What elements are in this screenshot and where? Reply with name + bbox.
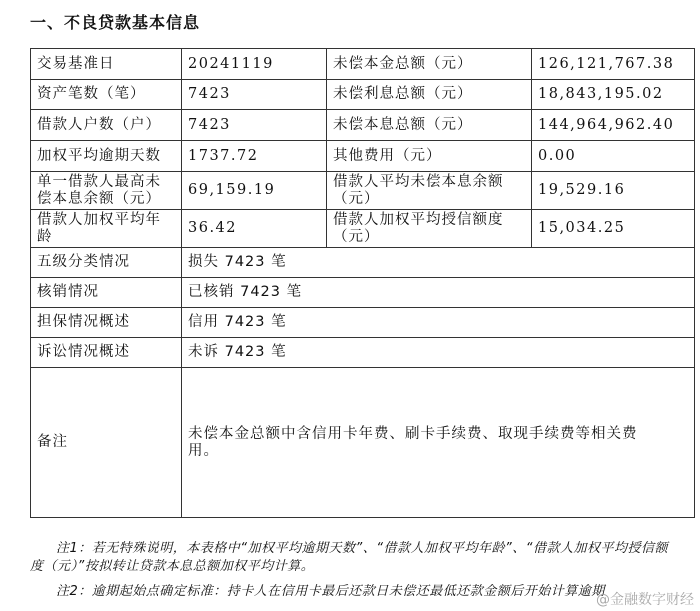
value-cell: 36.42 (182, 210, 327, 248)
loan-info-table (30, 48, 695, 518)
value-cell: 20241119 (182, 49, 327, 80)
value-cell: 损失 7423 笔 (182, 248, 695, 278)
value-cell: 19,529.16 (532, 172, 695, 210)
value-cell: 69,159.19 (182, 172, 327, 210)
label-cell: 资产笔数（笔） (31, 80, 182, 110)
label-cell: 单一借款人最高未偿本息余额（元） (31, 172, 182, 210)
remark-label: 备注 (31, 368, 182, 518)
table-row (31, 338, 695, 368)
table-row (31, 110, 695, 141)
value-cell: 0.00 (532, 141, 695, 172)
label-cell: 未偿本息总额（元） (327, 110, 532, 141)
value-cell: 未诉 7423 笔 (182, 338, 695, 368)
label-cell: 借款人平均未偿本息余额（元） (327, 172, 532, 210)
label-cell: 未偿利息总额（元） (327, 80, 532, 110)
table-row (31, 49, 695, 80)
value-cell: 15,034.25 (532, 210, 695, 248)
label-cell: 借款人加权平均授信额度（元） (327, 210, 532, 248)
value-cell: 144,964,962.40 (532, 110, 695, 141)
value-cell: 126,121,767.38 (532, 49, 695, 80)
label-cell: 核销情况 (31, 278, 182, 308)
section-title: 一、不良贷款基本信息 (30, 13, 201, 32)
table-row (31, 248, 695, 278)
label-cell: 担保情况概述 (31, 308, 182, 338)
value-cell: 已核销 7423 笔 (182, 278, 695, 308)
value-cell: 18,843,195.02 (532, 80, 695, 110)
table-row (31, 278, 695, 308)
label-cell: 加权平均逾期天数 (31, 141, 182, 172)
value-cell: 7423 (182, 110, 327, 141)
label-cell: 借款人户数（户） (31, 110, 182, 141)
value-cell: 信用 7423 笔 (182, 308, 695, 338)
table-row (31, 141, 695, 172)
label-cell: 借款人加权平均年龄 (31, 210, 182, 248)
label-cell: 其他费用（元） (327, 141, 532, 172)
value-cell: 1737.72 (182, 141, 327, 172)
label-cell: 未偿本金总额（元） (327, 49, 532, 80)
remark-row (31, 368, 695, 518)
footnote-2: 注2：逾期起始点确定标准：持卡人在信用卡最后还款日未偿还最低还款金额后开始计算逾期 (56, 584, 605, 599)
label-cell: 五级分类情况 (31, 248, 182, 278)
label-cell: 诉讼情况概述 (31, 338, 182, 368)
table-row (31, 172, 695, 210)
value-cell: 7423 (182, 80, 327, 110)
remark-text: 未偿本金总额中含信用卡年费、刷卡手续费、取现手续费等相关费用。 (182, 368, 695, 518)
watermark: @金融数字财经 (596, 592, 694, 608)
label-cell: 交易基准日 (31, 49, 182, 80)
footnote-1: 注1：若无特殊说明，本表格中“加权平均逾期天数”、“借款人加权平均年龄”、“借款人加权平均授信额度（元）”按拟转让贷款本息总额加权平均计算。 (30, 541, 668, 574)
table-row (31, 308, 695, 338)
table-row (31, 210, 695, 248)
table-row (31, 80, 695, 110)
